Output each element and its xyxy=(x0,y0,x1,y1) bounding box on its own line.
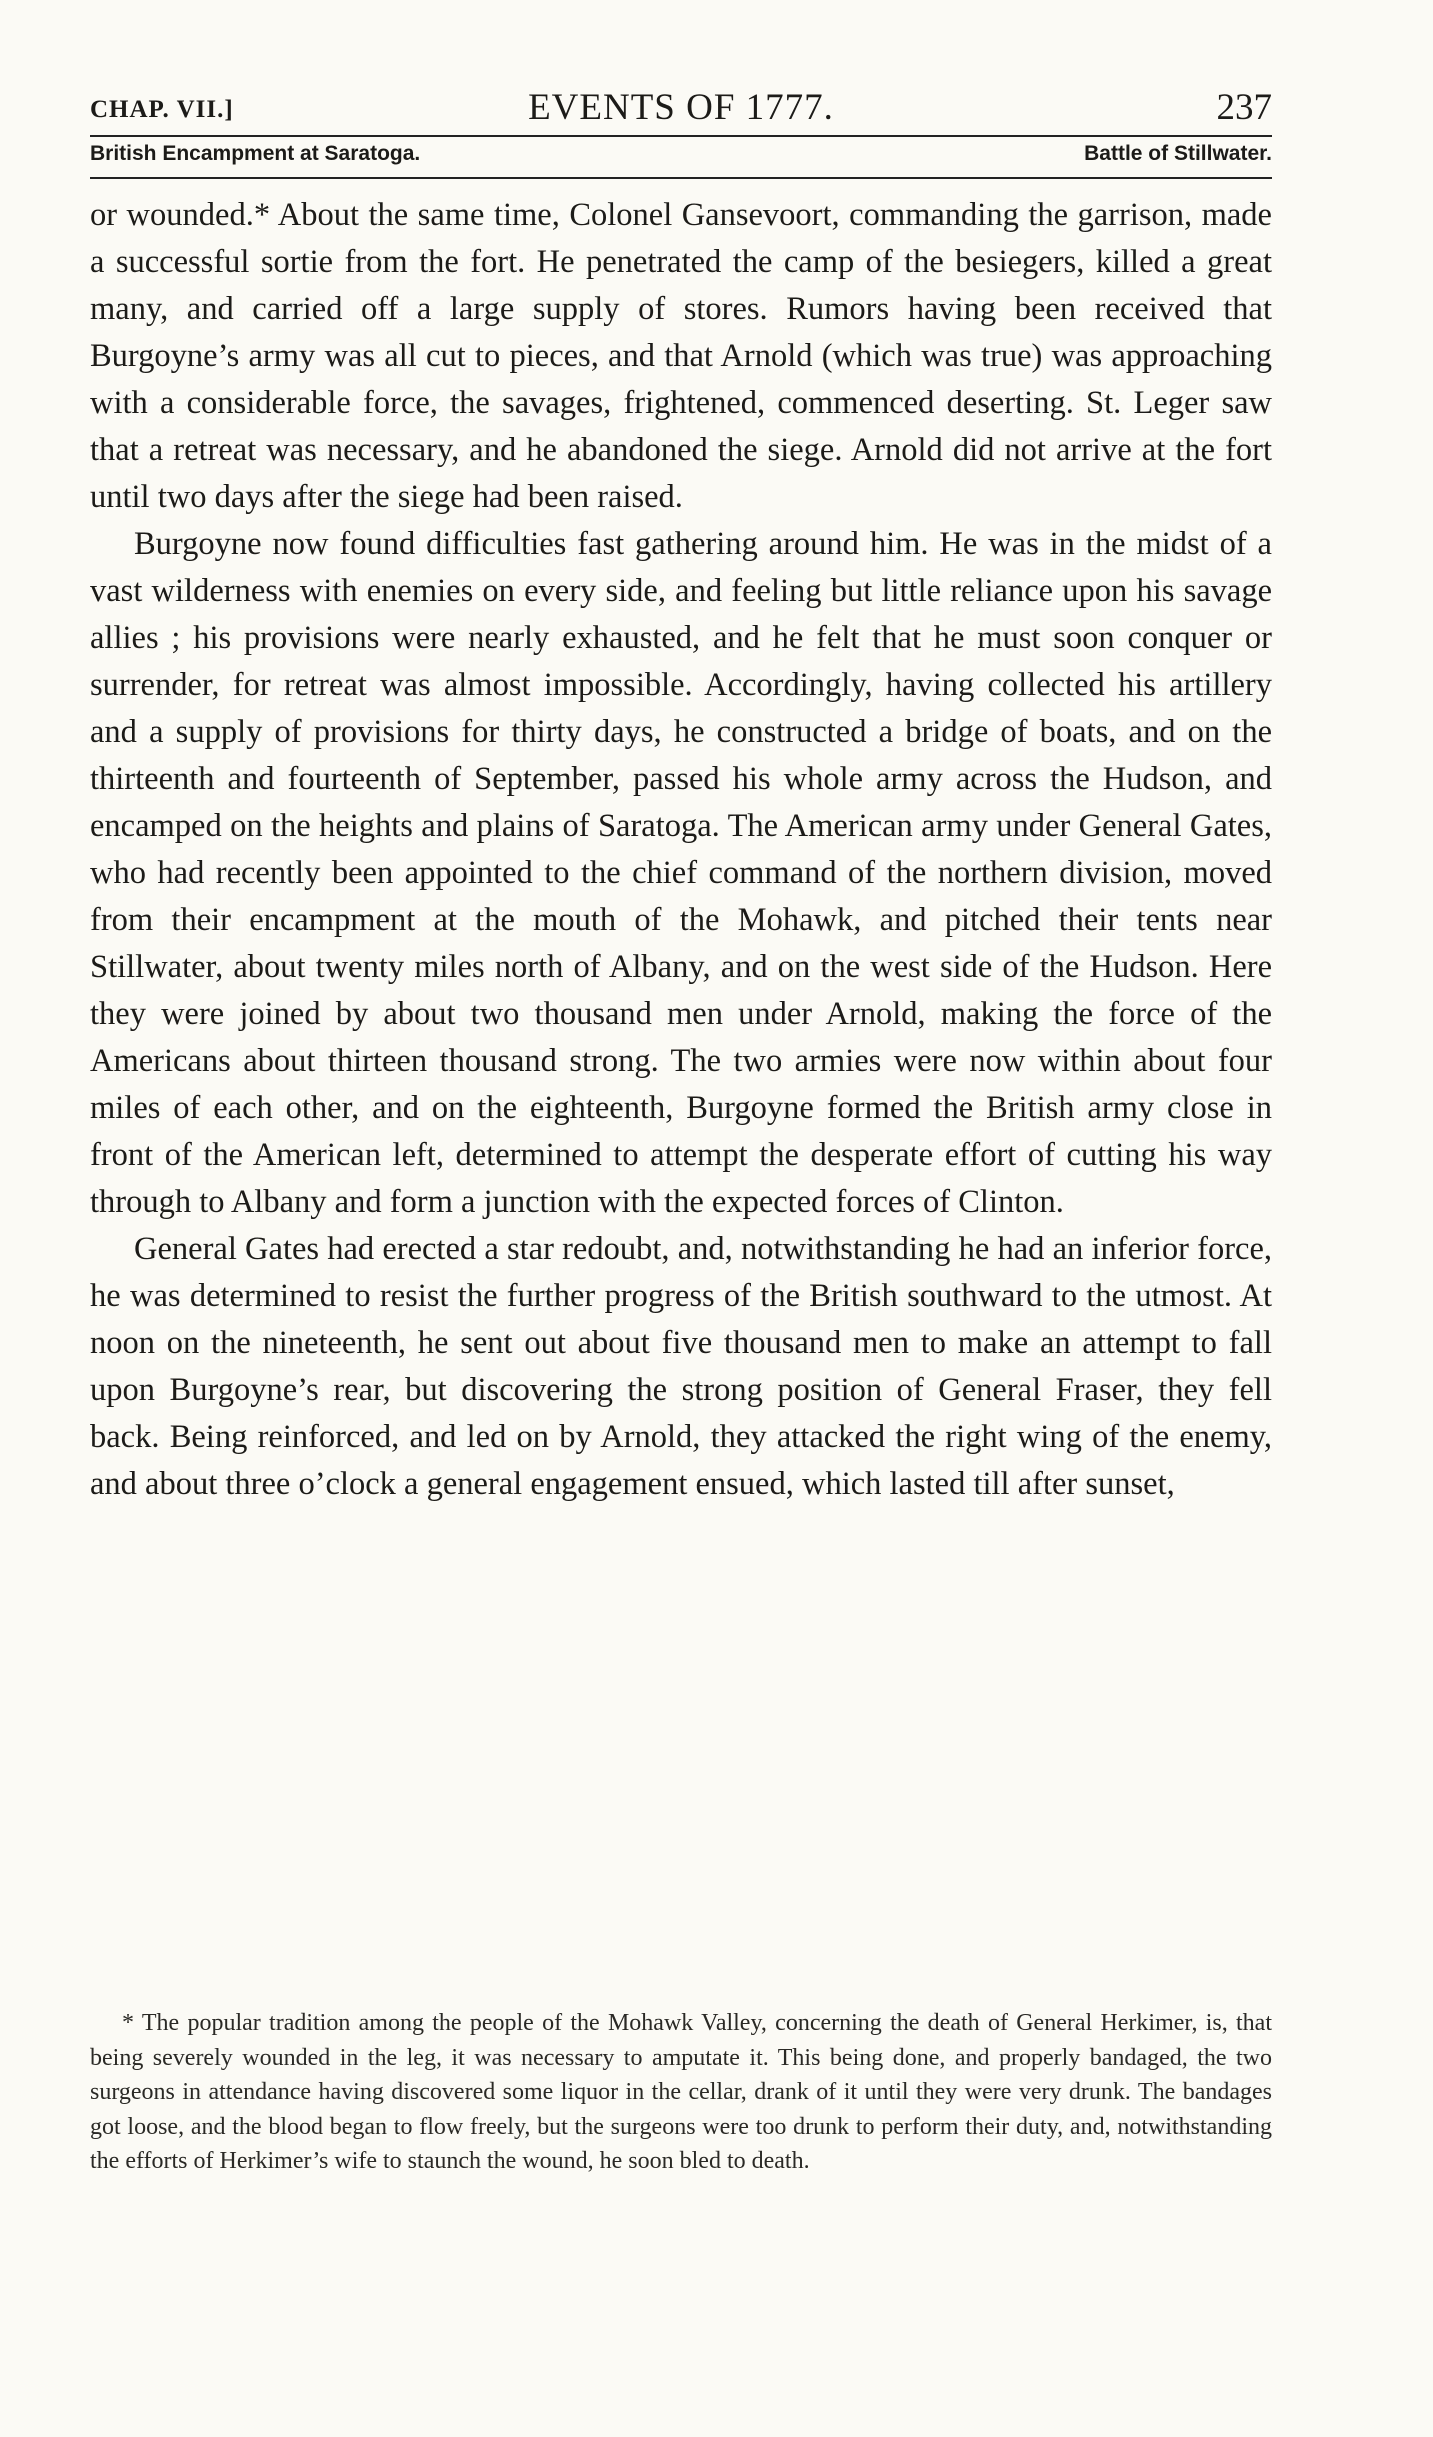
page-title: EVENTS OF 1777. xyxy=(528,87,834,128)
header-rule-bottom xyxy=(90,177,1272,179)
chapter-label: CHAP. VII.] xyxy=(90,96,234,123)
header-rule-top xyxy=(90,135,1272,137)
paragraph-2: Burgoyne now found difficulties fast gathering around him. He was in the midst of a vast wilderness with enemies on every side, and feeling but little reliance upon his savage allies ; his provisions were nearly exhausted, and he felt that he must soon conquer or surrender, for retreat was almost impossible. Accordingly, having collected his artillery and a supply of provisions for thirty days, he constructed a bridge of boats, and on the thirteenth and fourteenth of September, passed his whole army across the Hudson, and encamped on the heights and plains of Saratoga. The American army under General Gates, who had recently been appointed to the chief command of the northern division, moved from their encampment at the mouth of the Mohawk, and pitched their tents near Stillwater, about twenty miles north of Albany, and on the west side of the Hudson. Here they were joined by about two thousand men under Arnold, making the force of the Americans about thirteen thousand strong. The two armies were now within about four miles of each other, and on the eighteenth, Burgoyne formed the British army close in front of the American left, determined to attempt the desperate effort of cutting his way through to Albany and form a junction with the expected forces of Clinton. xyxy=(90,526,1272,1220)
paragraph-1: or wounded.* About the same time, Colonel Gansevoort, commanding the garrison, made a successful sortie from the fort. He penetrated the camp of the besiegers, killed a great many, and carried off a large supply of stores. Rumors having been received that Burgoyne’s army was all cut to pieces, and that Arnold (which was true) was approaching with a considerable force, the savages, frightened, commenced deserting. St. Leger saw that a retreat was necessary, and he abandoned the siege. Arnold did not arrive at the fort until two days after the siege had been raised. xyxy=(90,197,1272,515)
subhead-left: British Encampment at Saratoga. xyxy=(90,142,421,165)
footnote-text: * The popular tradition among the people of the Mohawk Valley, concerning the death of General Herkimer, is, that being severely wounded in the leg, it was necessary to amputate it. This being done, and properly bandaged, the two surgeons in attendance having discovered some liquor in the cellar, drank of it until they were very drunk. The bandages got loose, and the blood began to flow freely, but the surgeons were too drunk to perform their duty, and, notwithstanding the efforts of Herkimer’s wife to staunch the wound, he soon bled to death. xyxy=(90,2010,1272,2174)
body-text xyxy=(90,192,1272,1508)
section-subheads xyxy=(90,142,1272,172)
paragraph-3: General Gates had erected a star redoubt, and, notwithstanding he had an inferior force, he was determined to resist the further progress of the British southward to the utmost. At noon on the nineteenth, he sent out about five thousand men to make an attempt to fall upon Burgoyne’s rear, but discovering the strong position of General Fraser, they fell back. Being reinforced, and led on by Arnold, they attacked the right wing of the enemy, and about three o’clock a general engagement ensued, which lasted till after sunset, xyxy=(90,1231,1272,1502)
subhead-right: Battle of Stillwater. xyxy=(1084,142,1272,165)
page-number: 237 xyxy=(1216,87,1272,128)
footnote xyxy=(90,2006,1272,2179)
running-head xyxy=(90,86,1272,136)
